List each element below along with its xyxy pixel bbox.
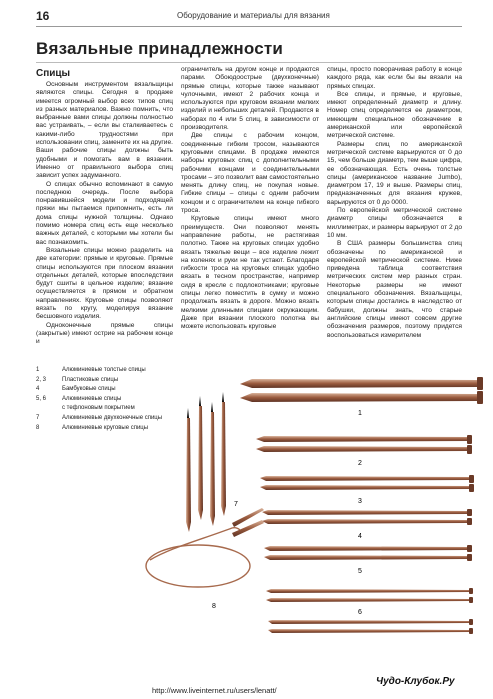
paragraph: Размеры спиц по американской метрической системе варьируются от 0 до 15, чем больше диаметр, тем выше цифра, ее обозначающая. Есть очень толстые спицы (американское название Jumbo), диаметром 17, 19 и выше. Размеры спиц, предназначенных для вязания кружев, варьируются от 0 до 0000. [327, 140, 462, 206]
paragraph: ограничитель на другом конце и продаются парами. Обоюдоострые (двухконечные) прямые спицы, которые также называют чулочными, имеют 2 рабочих конца и используются при круговом вязании мелких изделий и небольших деталей. Продаются в наборах по 4 или 5 спиц, в зависимости от производителя. [181, 66, 319, 132]
needle-pair-4 [262, 509, 472, 525]
needle-pair-2 [256, 435, 472, 454]
needle-pair-5 [264, 545, 472, 561]
figure-label-2: 2 [358, 460, 362, 467]
paragraph: Круговые спицы имеют много преимуществ. Они позволяют менять направление работы, не растягивая полотно. Также на круговых спицах удобно вязать тяжелые вещи – все изделие лежит на коленях и руки не так устают. Благодаря гибкости троса на круговых спицах удобно вязать в тесном пространстве, например сидя в кресле с подлокотниками; круговые спицы легко поместить в сумку и можно продолжать вязать в дороге. Можно вязать мелкими длинными спицами окружающим. Даже при вязании плоского полотна вы можете использовать круговые [181, 215, 319, 331]
figure-label-3: 3 [358, 498, 362, 505]
legend-label: Алюминиевые двухконечные спицы [62, 414, 163, 421]
needle-pair-6 [266, 588, 473, 634]
paragraph: О спицах обычно вспоминают в самую последнюю очередь. После выбора понравившейся модели и подходящей пряжи мы пытаемся припомнить, есть ли дома спицы нужной толщины. Однако помимо номера спиц есть еще несколько важных деталей, с которыми мы хотели бы вас познакомить. [36, 180, 173, 246]
footer-url: http://www.liveinternet.ru/users/lenatt/ [152, 686, 277, 695]
page-title: Вязальные принадлежности [36, 39, 284, 58]
paragraph: Вязальные спицы можно разделить на две категории: прямые и круговые. Прямые спицы используются при плоском вязании отдельных деталей, которые впоследствии будут сшиты в цельное изделие; вязание осуществляется в прямом и обратном направлениях. Круговые спицы позволяют вязать по кругу, моделируя вязание бесшовного изделия. [36, 246, 173, 321]
header-rule [36, 26, 462, 27]
circular-needle [146, 508, 264, 587]
legend-number: 7 [36, 414, 40, 421]
text-column-1 [36, 66, 173, 347]
site-logo: Чудо-Клубок.Ру [376, 676, 455, 687]
title-rule [36, 62, 462, 63]
figure-label-6: 6 [358, 609, 362, 616]
legend-label: Алюминиевые круговые спицы [62, 424, 149, 431]
text-column-2 [181, 66, 319, 332]
section-heading: Спицы [36, 68, 71, 79]
figure-label-8: 8 [212, 603, 216, 610]
legend-label: с тефлоновым покрытием [62, 405, 135, 412]
legend-number: 8 [36, 424, 40, 431]
text-column-3 [327, 66, 462, 340]
legend-label: Алюминиевые толстые спицы [62, 367, 146, 373]
running-head: Оборудование и материалы для вязания [177, 11, 330, 20]
paragraph: По европейской метрической системе диаметр спицы обозначается в миллиметрах, и размеры варьируют от 2 до 10 мм. [327, 207, 462, 239]
paragraph: Две спицы с рабочим концом, соединенные гибким тросом, называются круговыми спицами. В продаже имеются наборы круговых спиц с дополнительными рабочими концами и соединительными тросами – это позволит вам самостоятельно менять длину спиц, не покупая новые. Гибкие спицы – спицы с одним рабочим концом и с ограничителем на конце гибкого троса. [181, 132, 319, 215]
legend-number: 5, 6 [36, 395, 47, 402]
paragraph: спицы, просто поворачивая работу в конце каждого ряда, как если бы вы вязали на прямых спицах. [327, 66, 462, 90]
paragraph: В США размеры большинства спиц обозначены по американской и европейской метрической системе. Ниже приведена таблица соответствия метрических систем мер разных стран. Некоторые размеры не имеют специального обозначения. Вязальщицы, которым спицы достались в наследство от бабушки, должны знать, что старые английские спицы имеют совсем другие обозначения размеров, поэтому придется воспользоваться измерителем [327, 240, 462, 339]
paragraph: Одноконечные прямые спицы (закрытые) имеют острие на рабочем конце и [36, 321, 173, 346]
legend-label: Пластиковые спицы [62, 376, 119, 383]
knitting-needles-illustration [0, 352, 493, 672]
figure-label-5: 5 [358, 568, 362, 575]
needle-pair-1 [240, 377, 483, 404]
legend-number: 4 [36, 386, 40, 393]
paragraph: Основным инструментом вязальщицы являются спицы. Сегодня в продаже имеется огромный выбор всех типов спиц из разных материалов. Важно помнить, что выбранные вами спицы должны полностью вас устраивать, – если вы сталкиваетесь с какими-либо трудностями при использовании спиц, замените их на другие. Ваши рабочие спицы должны быть удобными и помогать вам в вязании. Именно от правильного выбора спиц зависит успех задуманного. [36, 81, 173, 180]
paragraph: Все спицы, и прямые, и круговые, имеют определенный диаметр и длину. Номер спиц определяется ее диаметром, имеющим специальное обозначение в американской или европейской метрической системе. [327, 90, 462, 140]
legend-label: Алюминиевые спицы [62, 395, 122, 402]
double-pointed-needles [186, 392, 226, 532]
legend-number: 2, 3 [36, 376, 47, 383]
needle-pair-3 [260, 475, 474, 492]
figure-label-7: 7 [234, 501, 238, 508]
page-number: 16 [36, 9, 50, 23]
figure-label-4: 4 [358, 533, 362, 540]
legend-label: Бамбуковые спицы [62, 386, 116, 393]
figure-label-1: 1 [358, 410, 362, 417]
legend-number: 1 [36, 367, 40, 373]
